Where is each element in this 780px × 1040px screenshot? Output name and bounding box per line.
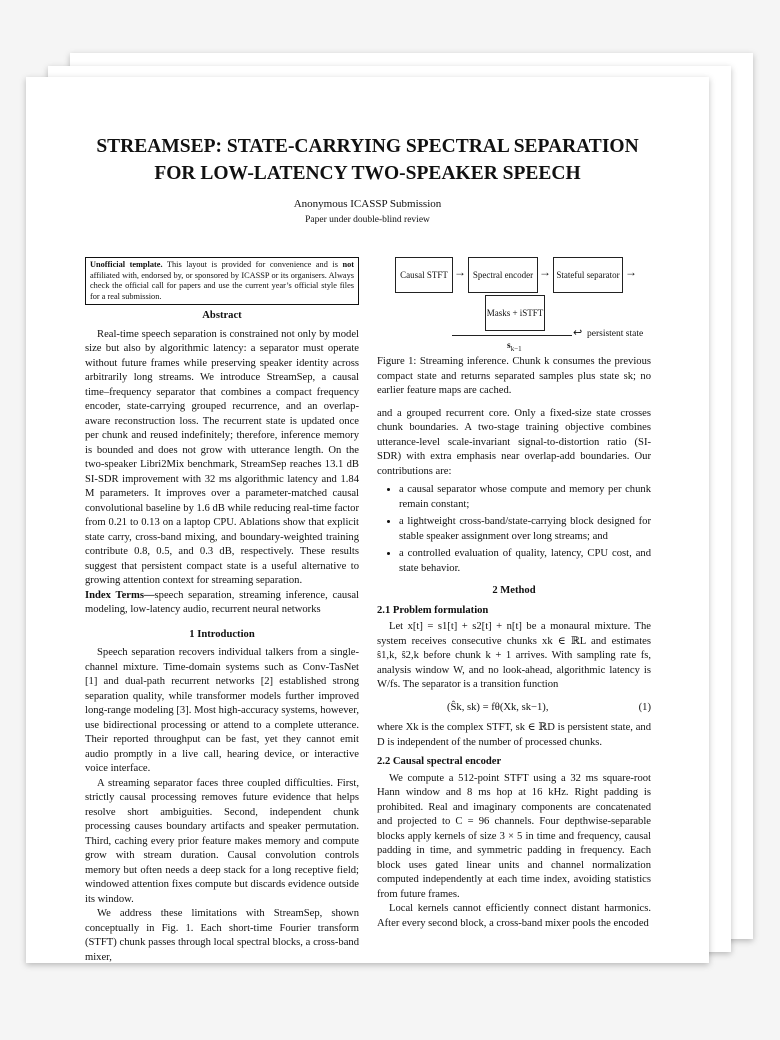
right-column (377, 257, 651, 931)
paper-title (26, 133, 709, 187)
problem-paragraph: Let x[t] = s1[t] + s2[t] + n[t] be a monaural mixture. The system receives consecutive chunks xk ∈ ℝL and estimates ŝ1,k, ŝ2,k before chunk k + 1 arrives. With sampling rate fs, analysis window W, and no look-ahead, algorithmic latency is W/fs. The separator is a transition function (377, 621, 651, 690)
encoder-box: Spectral encoder (468, 257, 538, 293)
list-item: • a controlled evaluation of quality, latency, CPU cost, and state behavior. (399, 547, 651, 576)
title-line-1: STREAMSEP: STATE-CARRYING SPECTRAL SEPARATION (96, 136, 639, 157)
intro-paragraph-3: We address these limitations with StreamSep, shown conceptually in Fig. 1. Each short-time Fourier transform (STFT) chunk passes through local spectral blocks, a cross-band mixer, (85, 908, 359, 963)
encoder-paragraph-1: We compute a 512-point STFT using a 32 ms square-root Hann window and 8 ms hop at 16 kHz. Right padding is prohibited. Real and imaginary components are concatenated and projected to C = 96 channels. Four depthwise-separable blocks apply kernels of size 3 × 5 in time and frequency, causal padding in time, and symmetric padding in frequency. Each block uses gated linear units and channel normalization computed independently at each time index, avoiding statistics from future frames. (377, 772, 651, 900)
arrow-right-icon: → (454, 265, 466, 279)
index-terms (85, 589, 359, 618)
encoder-paragraph-2: Local kernels cannot efficiently connect distant harmonics. After every second block, a cross-band mixer pools the encoded (377, 903, 651, 929)
abstract-text: Real-time speech separation is constrained not only by model size but also by algorithmic latency: a separator must operate without future frames while preserving speaker identity across arbitrarily long streams. We introduce StreamSep, a causal time–frequency separator that combines a compact frequency encoder, state-carrying grouped recurrence, and an overlap-aware reconstruction loss. The recurrent state is updated once per chunk and reused indefinitely; therefore, inference memory is bounded and does not grow with utterance length. On the two-speaker Libri2Mix benchmark, StreamSep reaches 13.1 dB SI-SDR improvement with 32 ms algorithmic latency and 1.84 M parameters. It improves over a parameter-matched causal convolutional baseline by 1.6 dB while reducing real-time factor from 0.21 to 0.13 on a laptop CPU. Ablations show that explicit state carry, cross-band mixing, and boundary-weighted training contribute 0.8, 0.5, and 0.3 dB, respectively. These results suggest that persistent compact state is a useful alternative to growing attention context for streaming separation. (85, 328, 359, 587)
index-terms-text: speech separation, streaming inference, causal modeling, low-latency audio, recurrent neural networks (85, 589, 359, 616)
loop-arrow-icon: ↩ (573, 327, 583, 339)
title-line-2: FOR LOW-LATENCY TWO-SPEAKER SPEECH (154, 163, 581, 184)
notice-bold-2: not (342, 260, 355, 269)
separator-box: Stateful separator (553, 257, 623, 293)
intro-heading: 1 Introduction (189, 628, 255, 640)
state-label: persistent state (587, 329, 644, 339)
subsection-2-1: 2.1 Problem formulation (377, 604, 489, 616)
paper-page (26, 77, 709, 963)
list-item: • a causal separator whose compute and memory per chunk remain constant; (399, 483, 651, 512)
notice-text-b: affiliated with, endorsed by, or sponsored by ICASSP or its organisers. Always check the official call for papers and use the current year’s official style files for a real submission. (90, 270, 354, 301)
contributions-list (377, 483, 651, 576)
list-item: • a lightweight cross-band/state-carrying block designed for stable speaker assignment over long streams; and (399, 515, 651, 544)
intro-paragraph-1: Speech separation recovers individual talkers from a single-channel mixture. Time-domain systems such as Conv-TasNet [1] and dual-path recurrent networks [2] established strong separation quality, while transformer models further improved long-range modeling [3]. Most high-accuracy systems, however, use bidirectional processing or attend to a complete utterance. Their reported throughput can be fast, yet they cannot emit audio promptly in a live call, hearing device, or interactive voice interface. (85, 647, 359, 775)
subsection-2-2: 2.2 Causal spectral encoder (377, 756, 502, 767)
review-line: Paper under double-blind review (305, 215, 430, 225)
problem-paragraph-2: where Xk is the complex STFT, sk ∈ ℝD is persistent state, and D is independent of the number of processed chunks. (377, 722, 651, 748)
equation-body: (Ŝk, sk) = fθ(Xk, sk−1), (447, 701, 549, 713)
state-symbol-sub: k−1 (510, 344, 522, 353)
state-symbol (507, 339, 522, 356)
contrib-paragraph: and a grouped recurrent core. Only a fixed-size state crosses chunk boundaries. A two-stage training objective combines utterance-level scale-invariant signal-to-distortion ratio (SI-SDR) with extra emphasis near overlap-add boundaries. Our contributions are: (377, 407, 651, 477)
masks-box: Masks + iSTFT (485, 295, 545, 331)
author-line: Anonymous ICASSP Submission (293, 198, 442, 210)
state-line (452, 335, 572, 336)
equation-number: (1) (638, 701, 651, 713)
abstract-heading: Abstract (202, 310, 242, 322)
figure-1-caption: Figure 1: Streaming inference. Chunk k consumes the previous compact state and returns separated samples plus state sk; no earlier feature maps are cached. (377, 356, 651, 396)
template-notice (85, 257, 359, 305)
notice-bold: Unofficial template. (90, 260, 163, 269)
index-terms-label: Index Terms— (85, 589, 155, 601)
state-symbol-s: s (507, 341, 511, 351)
figure-1-diagram (377, 257, 651, 353)
stft-box: Causal STFT (395, 257, 453, 293)
arrow-right-icon: → (625, 265, 637, 279)
equation-1 (377, 701, 651, 716)
arrow-right-icon: → (539, 265, 551, 279)
left-column (85, 257, 359, 965)
notice-text-a: This layout is provided for convenience and is (162, 260, 343, 269)
method-heading: 2 Method (492, 585, 536, 596)
intro-paragraph-2: A streaming separator faces three coupled difficulties. First, strictly causal processing removes future evidence that helps resolve short ambiguities. Second, independent chunk processing causes boundary artifacts and speaker permutation. Third, caching every prior feature makes memory and compute grow with stream duration. Causal convolution controls memory but often needs a deep stack for a long receptive field; windowed attention fixes compute but discards evidence outside its window. (85, 777, 359, 905)
